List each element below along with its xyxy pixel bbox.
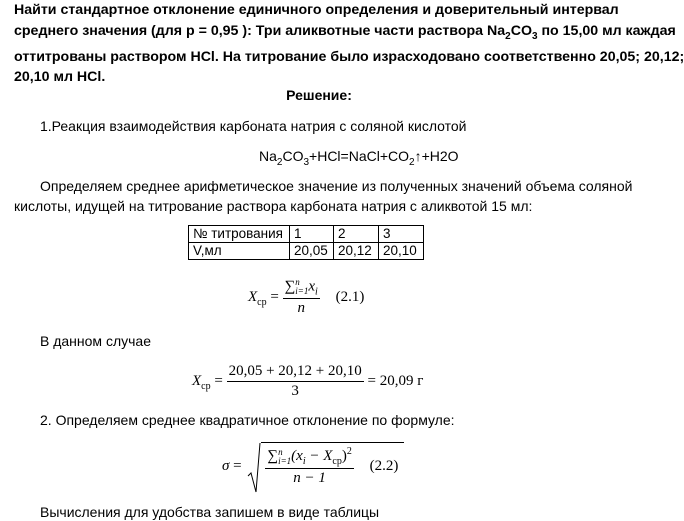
table-cell: 2 xyxy=(334,226,379,243)
formula-calculation: $X_{ср}$ = $\frac{20,05 + 20,12 + 20,10}{3}$ = 20,09 г xyxy=(192,363,424,399)
sqrt-radical-icon xyxy=(247,442,261,494)
table-cell: № титрования xyxy=(189,226,290,243)
solution-heading: Решение: xyxy=(286,87,352,103)
volume-table xyxy=(188,225,424,260)
formula-tag: (2.2) xyxy=(369,457,399,474)
problem-line-3: оттитрованы раствором HCl. На титрование было израсходовано соответственно 20,05; 20,12; xyxy=(14,48,684,65)
problem-line-4: 20,10 мл HCl. xyxy=(14,69,106,86)
table-cell: 20,10 xyxy=(379,243,424,260)
problem-line-1: Найти стандартное отклонение единичного определения и доверительный интервал xyxy=(14,2,619,18)
reaction-equation: $Na_2CO_3+HCl=NaCl+CO_2↑+H2O$ xyxy=(259,148,459,168)
table-cell: 1 xyxy=(290,226,334,243)
table-cell: 20,05 xyxy=(290,243,334,260)
paragraph-line-1: Определяем среднее арифметическое значение из полученных значений объема соляной xyxy=(40,178,633,194)
problem-line-2: среднего значения (для р = 0,95 ): Три аликвотные части раствора $Na_2CO_3$ по 15,00 мл каждая xyxy=(14,22,676,42)
formula-tag: (2.1) xyxy=(335,289,365,306)
final-line-text: Вычисления для удобства запишем в виде таблицы xyxy=(40,504,380,520)
table-row xyxy=(189,243,424,260)
problem-statement xyxy=(14,0,684,88)
in-this-case-text: В данном случае xyxy=(40,333,151,349)
step-2-text: 2. Определяем среднее квадратичное отклонение по формуле: xyxy=(40,412,455,428)
formula-mean-fraction: ∑ n i=1 $x_i$ n xyxy=(284,277,318,317)
formula-std-deviation: σ = ∑ n i=1 $(x_i - X_{ср})^2$ n − 1 (2.2) xyxy=(222,442,404,494)
formula-mean: $X_{ср}$ = ∑ n i=1 $x_i$ n (2.1) xyxy=(248,277,365,317)
table-header-row xyxy=(189,226,424,243)
std-fraction: ∑ n i=1 $(x_i - X_{ср})^2$ n − 1 xyxy=(267,446,352,486)
paragraph-line-2: кислоты, идущей на титрование раствора карбоната натрия с аликвотой 15 мл: xyxy=(14,198,533,214)
calc-fraction: $\frac{20,05 + 20,12 + 20,10}{3}$ xyxy=(228,363,362,399)
step-1-text: 1.Реакция взаимодействия карбоната натрия с соляной кислотой xyxy=(40,118,467,134)
table-cell: 20,12 xyxy=(334,243,379,260)
table-cell: 3 xyxy=(379,226,424,243)
table-cell: V,мл xyxy=(189,243,290,260)
